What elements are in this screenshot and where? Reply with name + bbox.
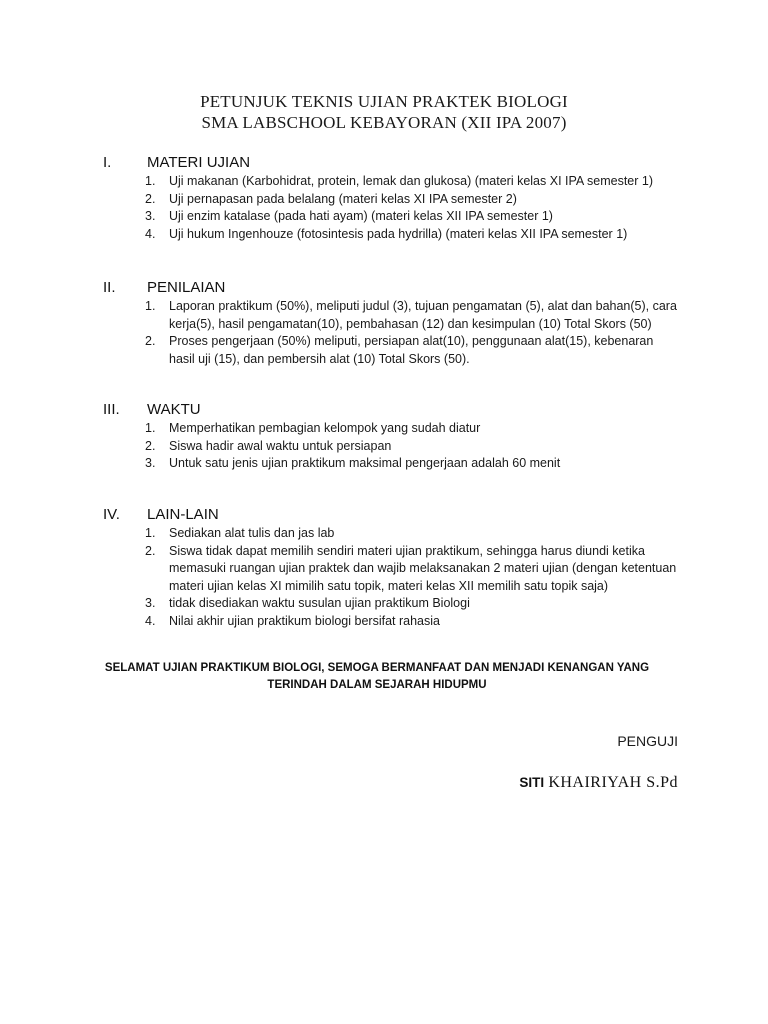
examiner-name bbox=[519, 774, 678, 792]
section-penilaian bbox=[0, 278, 768, 368]
item-text: tidak disediakan waktu susulan ujian praktikum Biologi bbox=[169, 596, 470, 610]
list-item bbox=[0, 173, 681, 191]
examiner-first-name: SITI bbox=[519, 775, 545, 790]
section-waktu bbox=[0, 400, 768, 473]
document-title bbox=[0, 91, 768, 133]
item-number: 1. bbox=[145, 526, 156, 540]
section-heading bbox=[0, 400, 768, 420]
item-text: Nilai akhir ujian praktikum biologi bersifat rahasia bbox=[169, 613, 440, 628]
list-item bbox=[0, 298, 681, 333]
item-number: 2. bbox=[145, 438, 156, 453]
section-title: PENILAIAN bbox=[147, 279, 226, 296]
item-number: 1. bbox=[145, 421, 156, 435]
closing-line-2: TERINDAH DALAM SEJARAH HIDUPMU bbox=[267, 679, 487, 691]
section-item-list bbox=[0, 420, 768, 473]
section-heading bbox=[0, 153, 768, 173]
item-number: 1. bbox=[145, 299, 156, 313]
item-text: Uji hukum Ingenhouze (fotosintesis pada hydrilla) (materi kelas XII IPA semester 1) bbox=[169, 226, 628, 241]
item-text: Untuk satu jenis ujian praktikum maksimal pengerjaan adalah 60 menit bbox=[169, 456, 561, 470]
title-line-1: PETUNJUK TEKNIS UJIAN PRAKTEK BIOLOGI bbox=[200, 92, 568, 111]
list-item bbox=[0, 455, 681, 473]
item-number: 3. bbox=[145, 209, 156, 223]
item-text: Siswa hadir awal waktu untuk persiapan bbox=[169, 438, 392, 453]
section-heading bbox=[0, 278, 768, 298]
item-text: Laporan praktikum (50%), meliputi judul (3), tujuan pengamatan (5), alat dan bahan(5), cara kerja(5), hasil pengamatan(10), pembahasan (12) dan kesimpulan (10) Total Skors (50) bbox=[169, 299, 677, 331]
section-item-list bbox=[0, 173, 768, 243]
list-item bbox=[0, 525, 681, 543]
list-item bbox=[0, 208, 681, 226]
section-number: II. bbox=[103, 279, 116, 296]
examiner-last-name: KHAIRIYAH S.Pd bbox=[548, 774, 678, 791]
list-item bbox=[0, 595, 681, 613]
item-text: Uji makanan (Karbohidrat, protein, lemak dan glukosa) (materi kelas XI IPA semester 1) bbox=[169, 174, 654, 188]
section-lain-lain bbox=[0, 505, 768, 630]
item-text: Siswa tidak dapat memilih sendiri materi ujian praktikum, sehingga harus diundi ketika memasuki ruangan ujian praktek dan wajib melaksanakan 2 materi ujian (dengan ketentuan materi ujian kelas XI mimilih satu topik, materi kelas XII memilih satu topik saja) bbox=[169, 543, 677, 593]
section-item-list bbox=[0, 525, 768, 630]
item-text: Uji pernapasan pada belalang (materi kelas XI IPA semester 2) bbox=[169, 191, 517, 206]
section-number: I. bbox=[103, 154, 112, 171]
list-item bbox=[0, 333, 681, 368]
item-text: Memperhatikan pembagian kelompok yang sudah diatur bbox=[169, 421, 481, 435]
item-number: 2. bbox=[145, 334, 156, 348]
item-number: 2. bbox=[145, 543, 156, 558]
section-title: MATERI UJIAN bbox=[147, 154, 251, 171]
item-number: 3. bbox=[145, 596, 156, 610]
section-number: IV. bbox=[103, 506, 120, 523]
item-text: Proses pengerjaan (50%) meliputi, persiapan alat(10), penggunaan alat(15), kebenaran hasil uji (15), dan pembersih alat (10) Total Skors (50). bbox=[169, 334, 654, 366]
list-item bbox=[0, 226, 681, 244]
section-item-list bbox=[0, 298, 768, 368]
item-number: 1. bbox=[145, 174, 156, 188]
examiner-label: PENGUJI bbox=[617, 733, 678, 749]
section-title: LAIN-LAIN bbox=[147, 506, 219, 523]
item-number: 4. bbox=[145, 613, 156, 628]
item-number: 2. bbox=[145, 191, 156, 206]
list-item bbox=[0, 613, 681, 631]
item-number: 3. bbox=[145, 456, 156, 470]
list-item bbox=[0, 438, 681, 456]
item-number: 4. bbox=[145, 226, 156, 241]
item-text: Uji enzim katalase (pada hati ayam) (materi kelas XII IPA semester 1) bbox=[169, 209, 553, 223]
section-title: WAKTU bbox=[147, 401, 201, 418]
closing-line-1: SELAMAT UJIAN PRAKTIKUM BIOLOGI, SEMOGA BERMANFAAT DAN MENJADI KENANGAN YANG bbox=[104, 662, 650, 674]
title-line-2: SMA LABSCHOOL KEBAYORAN (XII IPA 2007) bbox=[201, 113, 567, 132]
section-number: III. bbox=[103, 401, 120, 418]
item-text: Sediakan alat tulis dan jas lab bbox=[169, 526, 335, 540]
section-heading bbox=[0, 505, 768, 525]
list-item bbox=[0, 543, 681, 596]
list-item bbox=[0, 191, 681, 209]
section-materi-ujian bbox=[0, 153, 768, 243]
list-item bbox=[0, 420, 681, 438]
closing-message bbox=[80, 660, 674, 694]
